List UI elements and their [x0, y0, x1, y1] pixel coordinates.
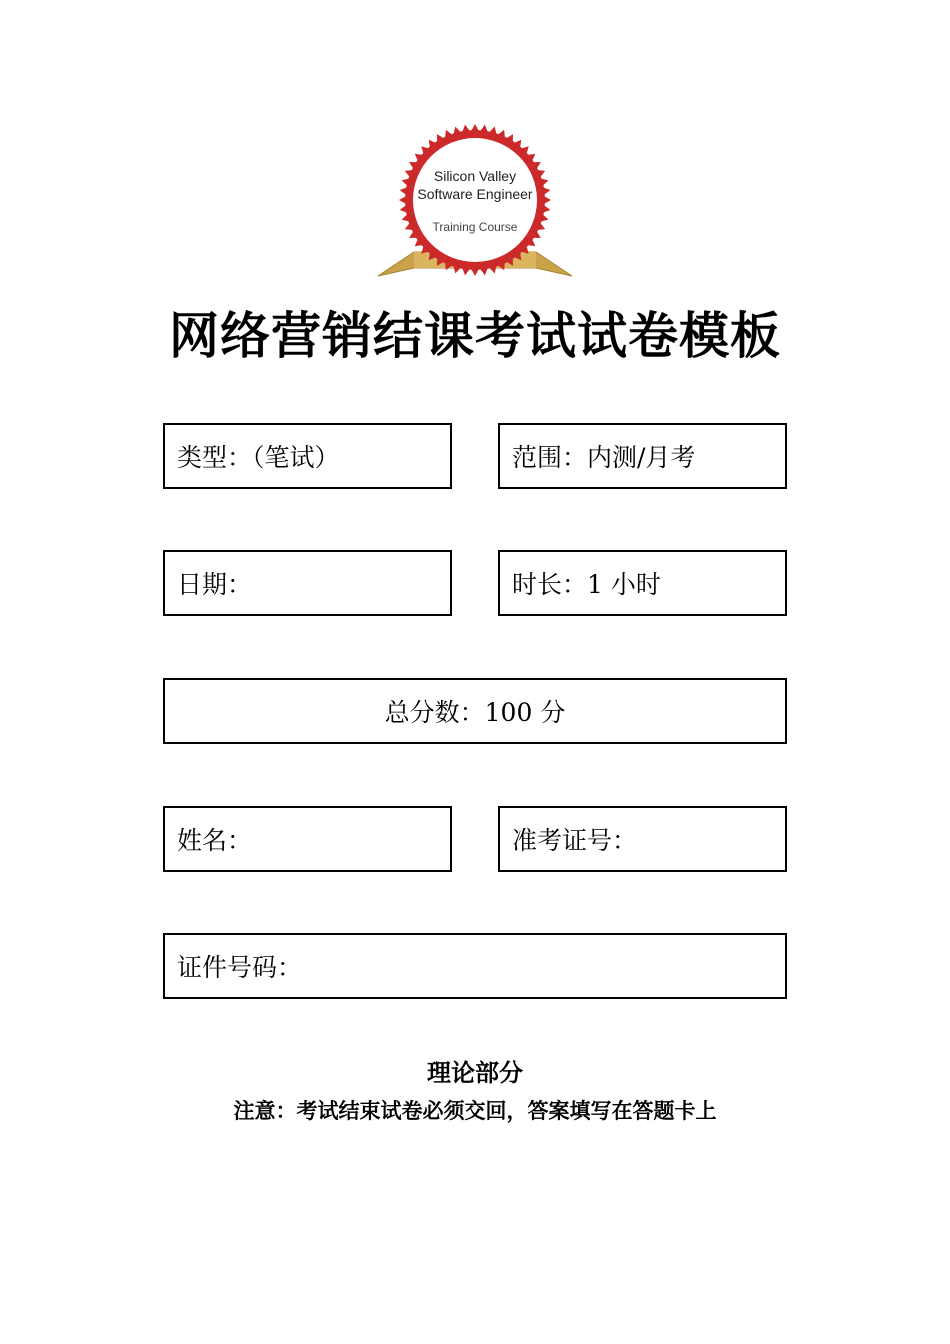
logo-line-1: Silicon Valley [433, 168, 517, 184]
id-number-field[interactable]: 证件号码： [163, 933, 787, 999]
date-field[interactable]: 日期： [163, 550, 452, 616]
exam-notice: 注意：考试结束试卷必须交回，答案填写在答题卡上 [233, 1098, 717, 1123]
page-title: 网络营销结课考试试卷模板 [169, 306, 781, 365]
course-seal-logo [374, 124, 576, 284]
total-score-field: 总分数：100 分 [163, 678, 787, 744]
duration-field: 时长：1 小时 [498, 550, 787, 616]
exam-number-field[interactable]: 准考证号： [498, 806, 787, 872]
logo-line-2: Software Engineer [417, 186, 533, 202]
exam-type-field: 类型：（笔试） [163, 423, 452, 489]
name-field[interactable]: 姓名： [163, 806, 452, 872]
logo-line-3: Training Course [432, 220, 518, 234]
exam-scope-field: 范围：内测/月考 [498, 423, 787, 489]
section-title: 理论部分 [427, 1058, 523, 1087]
